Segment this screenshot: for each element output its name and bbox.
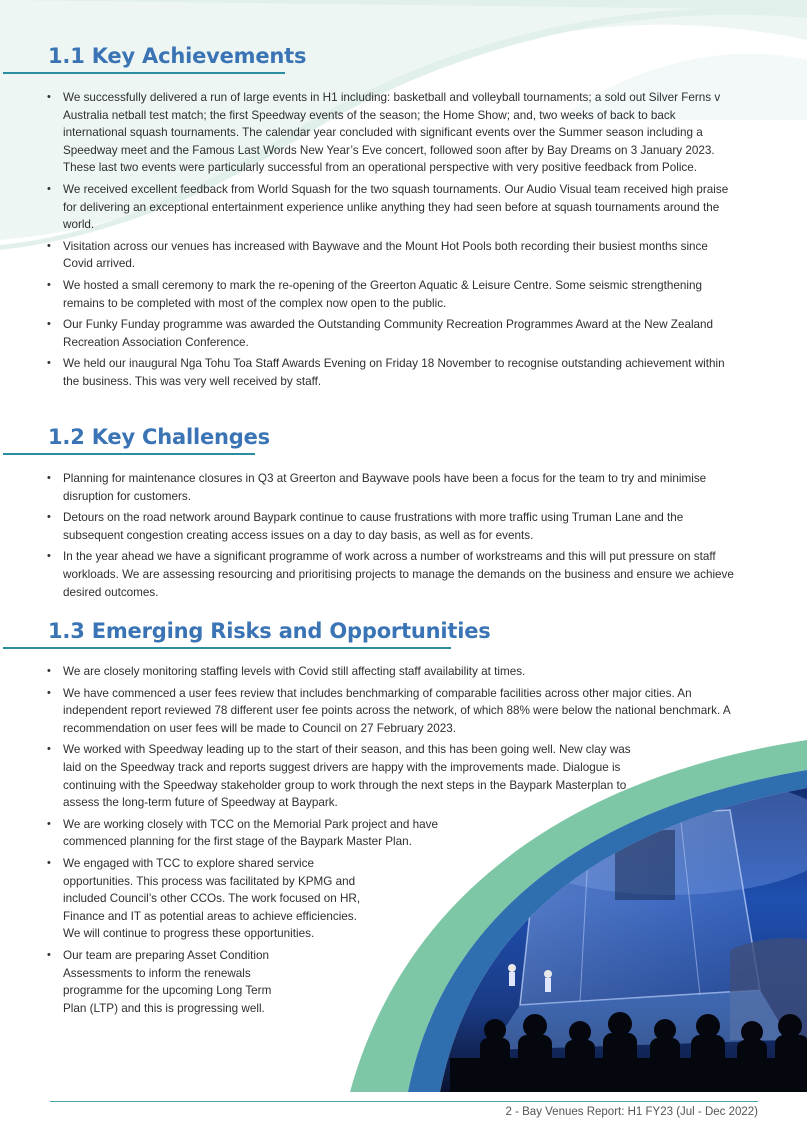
emerging-risks-list: [44, 663, 734, 1021]
section-title-key-challenges: 1.2 Key Challenges: [48, 425, 270, 449]
list-item: • We engaged with TCC to explore shared service opportunities. This process was facilitated by KPMG and included Council’s other CCOs. The work focused on HR, Finance and IT as potential areas to achieve efficiencies. We will continue to progress these opportunities.: [47, 856, 361, 941]
section-title-emerging-risks: 1.3 Emerging Risks and Opportunities: [48, 619, 491, 643]
key-challenges-list: [44, 470, 734, 605]
list-item: • We held our inaugural Nga Tohu Toa Staff Awards Evening on Friday 18 November to recognise outstanding achievement within the business. This was very well received by staff.: [47, 357, 725, 388]
list-item: • In the year ahead we have a significant programme of work across a number of workstreams and this will put pressure on staff workloads. We are assessing resourcing and prioritising projects to manage the demands on the business and ensure we achieve desired outcomes.: [47, 550, 734, 599]
title-underline: [3, 453, 255, 455]
list-item: • We are closely monitoring staffing levels with Covid still affecting staff availability at times.: [47, 665, 526, 678]
key-achievements-list: [44, 89, 734, 395]
list-item: • Visitation across our venues has increased with Baywave and the Mount Hot Pools both recording their busiest months since Covid arrived.: [47, 239, 708, 271]
section-title-key-achievements: 1.1 Key Achievements: [48, 44, 307, 68]
footer-page-label: 2 - Bay Venues Report: H1 FY23 (Jul - Dec 2022): [505, 1106, 758, 1118]
list-item: • We are working closely with TCC on the Memorial Park project and have commenced planning for the first stage of the Baypark Master Plan.: [47, 817, 439, 849]
list-item: • We have commenced a user fees review that includes benchmarking of comparable facilities across other major cities. An independent report reviewed 78 different user fee points across the network, of which 88% were below the national benchmark. A recommendation on user fees will be made to Council on 27 February 2023.: [47, 686, 731, 735]
list-item: • We hosted a small ceremony to mark the re-opening of the Greerton Aquatic & Leisure Centre. Some seismic strengthening remains to be completed with most of the complex now open to the public.: [47, 278, 703, 310]
list-item: • Our Funky Funday programme was awarded the Outstanding Community Recreation Programmes Award at the New Zealand Recreation Association Conference.: [47, 318, 714, 349]
title-underline: [3, 72, 285, 74]
list-item: • Our team are preparing Asset Condition Assessments to inform the renewals programme for the upcoming Long Term Plan (LTP) and this is progressing well.: [47, 948, 272, 1015]
list-item: • We received excellent feedback from World Squash for the two squash tournaments. Our Audio Visual team received high praise for delivering an exceptional entertainment experience unlike anything they had seen before at squash tournaments around the world.: [47, 182, 729, 232]
footer-divider: [50, 1101, 758, 1102]
list-item: • We worked with Speedway leading up to the start of their season, and this has been going well. New clay was laid on the Speedway track and reports suggest drivers are happy with the improvements made. Dialogue is continuing with the Speedway stakeholder group to work through the next steps in the Baypark Masterplan to assess the long-term future of Speedway at Baypark.: [47, 743, 631, 810]
title-underline: [3, 647, 451, 649]
list-item: • Detours on the road network around Baypark continue to cause frustrations with more traffic using Truman Lane and the subsequent congestion creating access issues on a day to day basis, as well as for events.: [47, 511, 684, 542]
list-item: • Planning for maintenance closures in Q3 at Greerton and Baywave pools have been a focus for the team to try and minimise disruption for customers.: [47, 472, 707, 503]
list-item: • We successfully delivered a run of large events in H1 including: basketball and volleyball tournaments; a sold out Silver Ferns v Australia netball test match; the first Speedway events of the season; the Home Show; and, two weeks of back to back international squash tournaments. The calendar year concluded with significant events over the Summer season including a Speedway meet and the Famous Last Words New Year’s Eve concert, followed soon after by Bay Dreams on 3 January 2023. These last two events were particularly successful from an operational perspective with very positive feedback from Police.: [47, 91, 721, 175]
